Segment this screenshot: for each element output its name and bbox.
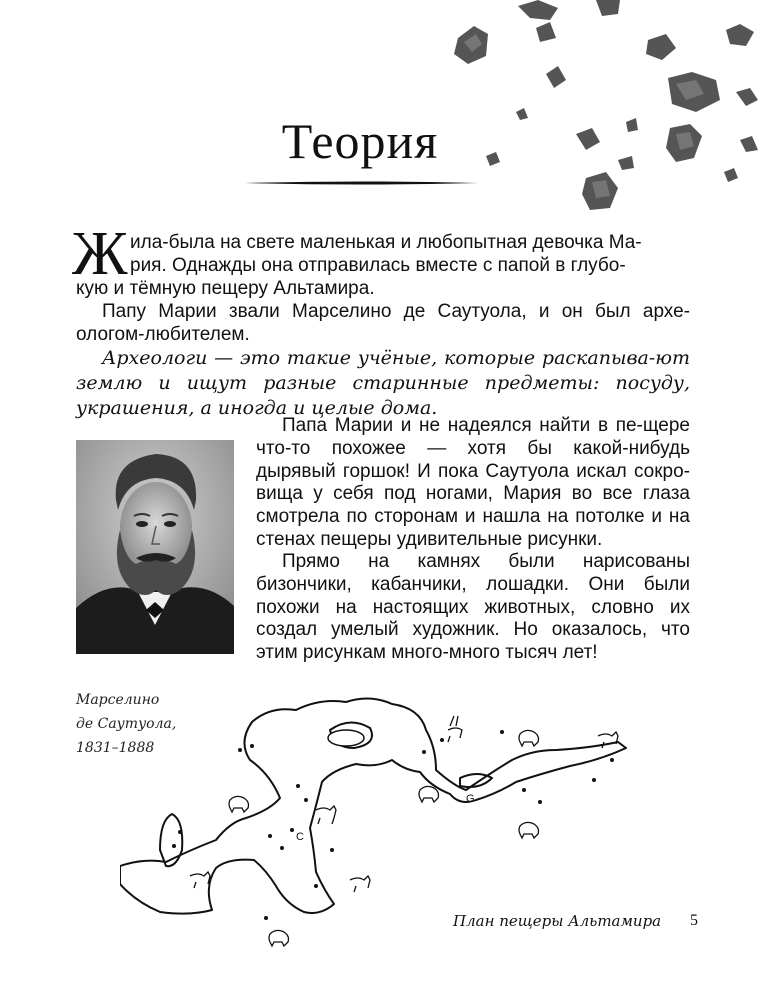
passage (460, 774, 492, 787)
bison-drawing (519, 822, 539, 838)
drop-cap-letter: Ж (72, 220, 128, 288)
page-title: Теория (281, 113, 439, 169)
scattered-rocks-decoration (440, 0, 762, 215)
caption-line-2: де Саутуола, (76, 716, 177, 732)
rock (596, 0, 620, 16)
horse-drawing (316, 806, 336, 824)
rock (646, 34, 676, 60)
map-label-c: C (296, 831, 304, 843)
page-number: 5 (690, 912, 698, 929)
paragraph-1-line-2: рия. Однажды она отправилась вместе с папой в глубо- (130, 255, 626, 276)
paragraph-1 (130, 231, 690, 277)
paragraph-1-end (76, 277, 690, 300)
portrait-photo-sautuola (76, 440, 234, 654)
paragraph-1-line-1: ила-была на свете маленькая и любопытная девочка Ма- (130, 232, 642, 253)
paragraph-2: Папу Марии звали Марселино де Саутуола, и он был архе-ологом-любителем. (76, 301, 690, 345)
rock (518, 0, 558, 20)
bison-drawing (519, 730, 539, 746)
archaeologists-note: Археологи — это такие учёные, которые раскапыва-ют землю и ищут разные старинные предметы: посуду, украшения, а иногда и целые дома. (76, 347, 690, 419)
bison-drawing (229, 796, 249, 812)
rock (740, 136, 758, 152)
bison-drawing (269, 930, 289, 946)
cave-outline (120, 698, 626, 913)
rock (726, 24, 754, 46)
map-label-g: G (466, 793, 475, 805)
rock (724, 168, 738, 182)
rock (536, 22, 556, 42)
cave-map-altamira (120, 690, 640, 950)
title-underline (244, 180, 478, 186)
rock (736, 88, 758, 106)
horse-drawing (350, 876, 370, 892)
rock (546, 66, 566, 88)
paragraph-3: Папа Марии и не надеялся найти в пе-щере что-то похожее — хотя бы какой-нибудь дырявый горшок! И пока Саутуола искал сокро-вища у себя под ногами, Мария во все глаза смотрела по сторонам и нашла на потолке и на стенах пещеры удивительные рисунки. (256, 415, 690, 550)
map-caption: План пещеры Альтамира (453, 912, 662, 930)
caption-line-3: 1831–1888 (76, 740, 155, 756)
paragraph-4: Прямо на камнях были нарисованы бизончики, кабанчики, лошадки. Они были похожи на настоящих животных, словно их создал умелый художник. Но оказалось, что этим рисункам много-много тысяч лет! (256, 551, 690, 664)
caption-line-1: Марселино (76, 692, 160, 708)
horse-drawing (190, 872, 210, 888)
paragraph-1-line-3: кую и тёмную пещеру Альтамира. (76, 278, 375, 299)
bison-drawing (419, 786, 439, 802)
deer-drawing (448, 716, 462, 742)
